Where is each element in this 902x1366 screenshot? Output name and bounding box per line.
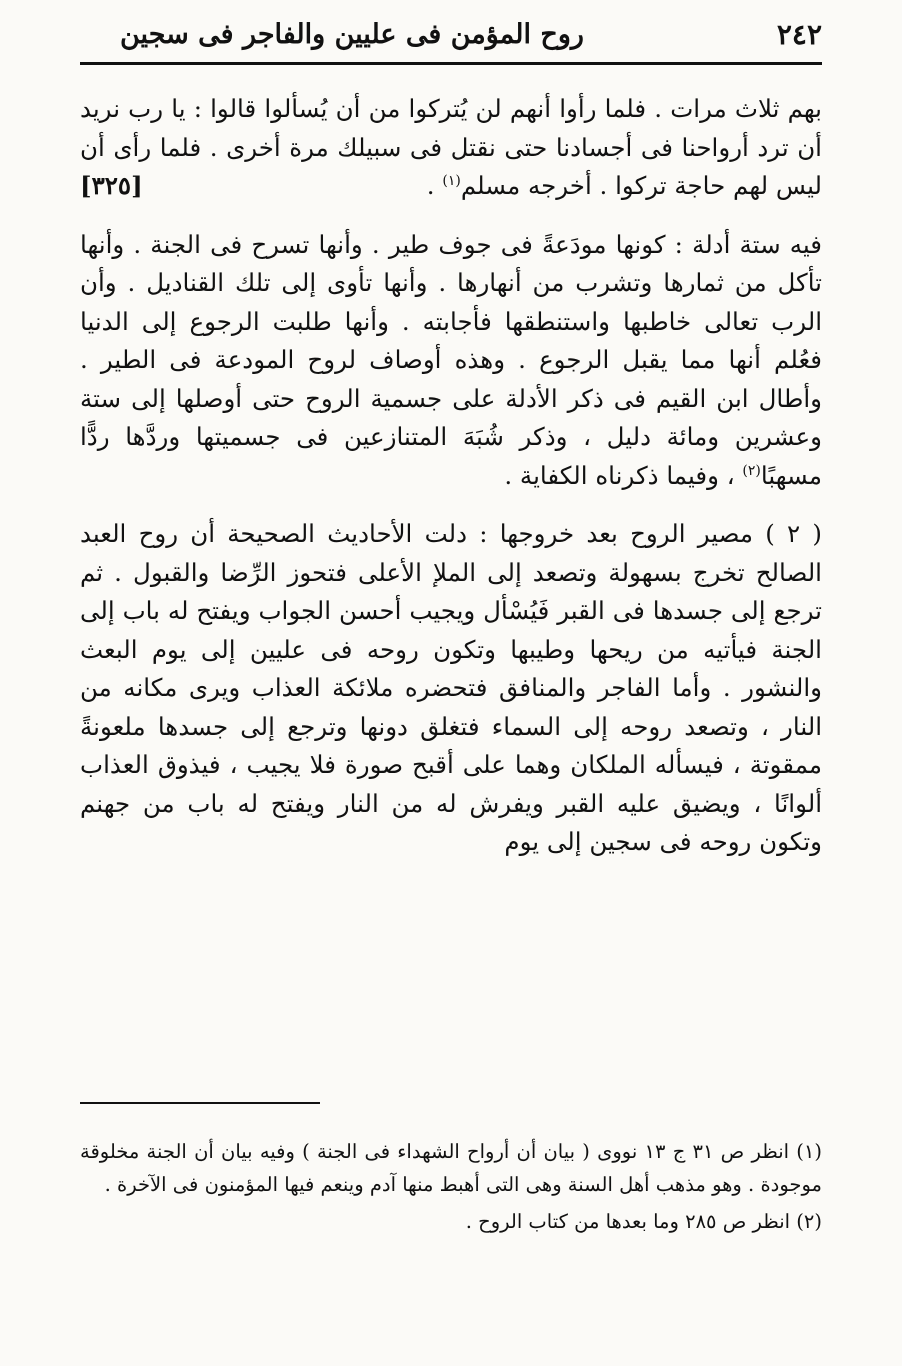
paragraph-tail: .	[426, 171, 443, 200]
footnote-rule	[80, 1102, 320, 1104]
header-rule	[80, 62, 822, 65]
footnote-marker[interactable]: (١)	[442, 172, 461, 189]
hadith-reference-number: [٣٢٥]	[80, 171, 143, 200]
paragraph-text: ( ٢ ) مصير الروح بعد خروجها : دلت الأحاديث الصحيحة أن روح العبد الصالح تخرج بسهولة وتصعد إلى الملإ الأعلى فتحوز الرِّضا والقبول . ثم ترجع إلى جسدها فى القبر فَيُسْأل ويجيب أحسن الجواب ويفتح له باب إلى الجنة فيأتيه من ريحها وطيبها وتكون روحه فى عليين إلى يوم البعث والنشور . وأما الفاجر والمنافق فتحضره ملائكة العذاب ويرى مكانه من النار ، وتصعد روحه إلى السماء فتغلق دونها وترجع إلى جسدها ملعونةً ممقوتة ، فيسأله الملكان وهما على أقبح صورة فلا يجيب ، فيذوق العذاب ألوانًا ، ويضيق عليه القبر ويفرش له من النار ويفتح له باب من جهنم وتكون روحه فى سجين إلى يوم	[80, 519, 822, 856]
paragraph-text: بهم ثلاث مرات . فلما رأوا أنهم لن يُتركوا من أن يُسألوا قالوا : يا رب نريد أن ترد أرواحنا فى أجسادنا حتى نقتل فى سبيلك مرة أخرى . فلما رأى أن ليس لهم حاجة تركوا . أخرجه مسلم	[80, 94, 822, 200]
paragraph-hadith	[80, 90, 822, 206]
page-header	[80, 14, 822, 54]
running-title: روح المؤمن فى عليين والفاجر فى سجين	[120, 18, 584, 50]
body-text	[80, 90, 822, 862]
footnotes	[80, 1135, 822, 1242]
footnote-marker[interactable]: (٢)	[742, 462, 761, 479]
page-number: ٢٤٢	[776, 17, 822, 51]
footnote-1: (١) انظر ص ٣١ ج ١٣ نووى ( بيان أن أرواح الشهداء فى الجنة ) وفيه بيان أن الجنة مخلوقة موجودة . وهو مذهب أهل السنة وهى التى أهبط منها آدم وينعم فيها المؤمنون فى الآخرة .	[80, 1140, 822, 1196]
paragraph-fate-of-soul	[80, 515, 822, 862]
paragraph-text: فيه ستة أدلة : كونها مودَعةً فى جوف طير . وأنها تسرح فى الجنة . وأنها تأكل من ثمارها وتشرب من أنهارها . وأنها تأوى إلى تلك القناديل . وأن الرب تعالى خاطبها واستنطقها فأجابته . وأنها طلبت الرجوع إلى الدنيا فعُلم أنها مما يقبل الرجوع . وهذه أوصاف لروح المودعة فى الطير . وأطال ابن القيم فى ذكر الأدلة على جسمية الروح حتى أوصلها إلى ستة وعشرين ومائة دليل ، وذكر شُبَهَ المتنازعين فى جسميتها وردَّها ردًّا مسهبًا	[80, 229, 822, 490]
paragraph-evidence	[80, 226, 822, 496]
paragraph-tail: ، وفيما ذكرناه الكفاية .	[504, 460, 743, 490]
footnote-2: (٢) انظر ص ٢٨٥ وما بعدها من كتاب الروح .	[465, 1210, 822, 1233]
